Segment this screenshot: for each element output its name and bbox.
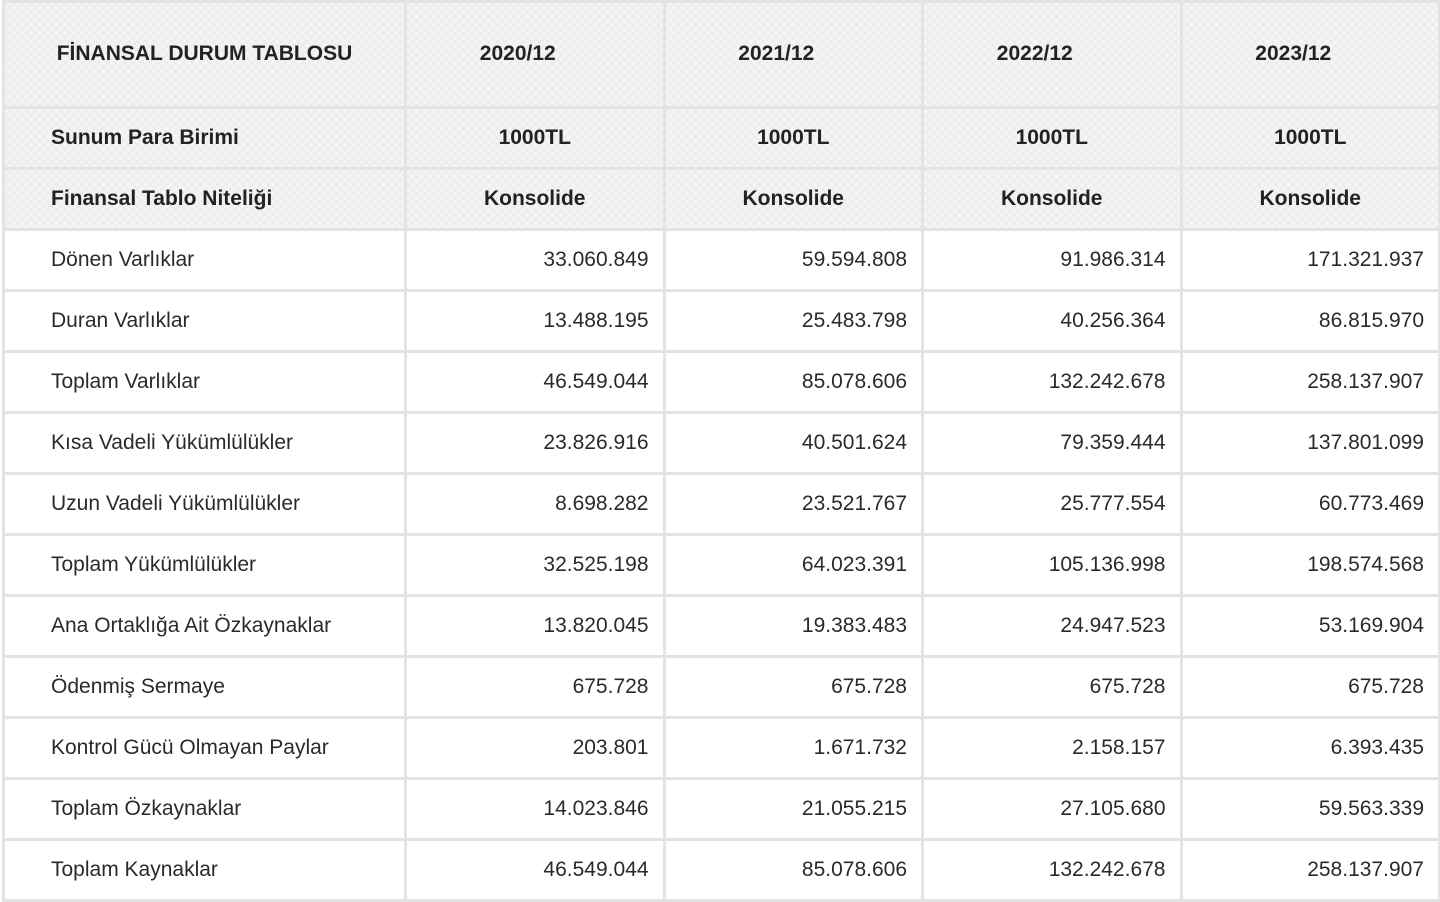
cell-value: 40.501.624 [664, 413, 923, 474]
cell-value: 132.242.678 [923, 840, 1182, 901]
cell-value: 675.728 [406, 657, 665, 718]
cell-value: 60.773.469 [1181, 474, 1440, 535]
cell-value: 24.947.523 [923, 596, 1182, 657]
cell-value: 258.137.907 [1181, 352, 1440, 413]
year-header[interactable]: 2023/12 [1181, 2, 1440, 108]
year-header[interactable]: 2022/12 [923, 2, 1182, 108]
cell-value: 132.242.678 [923, 352, 1182, 413]
table-row [4, 230, 1440, 291]
cell-value: 85.078.606 [664, 352, 923, 413]
cell-value: 27.105.680 [923, 779, 1182, 840]
table-row [4, 535, 1440, 596]
financial-position-table [2, 0, 1440, 902]
meta-row-value: 1000TL [1181, 108, 1440, 169]
cell-value: 675.728 [1181, 657, 1440, 718]
cell-value: 59.594.808 [664, 230, 923, 291]
cell-value: 53.169.904 [1181, 596, 1440, 657]
cell-value: 23.521.767 [664, 474, 923, 535]
cell-value: 137.801.099 [1181, 413, 1440, 474]
meta-row-value: 1000TL [664, 108, 923, 169]
cell-value: 13.488.195 [406, 291, 665, 352]
meta-row-value: Konsolide [923, 169, 1182, 230]
cell-value: 675.728 [923, 657, 1182, 718]
cell-value: 8.698.282 [406, 474, 665, 535]
meta-row-value: Konsolide [664, 169, 923, 230]
cell-value: 21.055.215 [664, 779, 923, 840]
row-label: Dönen Varlıklar [4, 230, 406, 291]
table-title: FİNANSAL DURUM TABLOSU [4, 2, 406, 108]
table-header-row [4, 2, 1440, 108]
cell-value: 1.671.732 [664, 718, 923, 779]
table-row [4, 352, 1440, 413]
cell-value: 23.826.916 [406, 413, 665, 474]
cell-value: 6.393.435 [1181, 718, 1440, 779]
row-label: Toplam Varlıklar [4, 352, 406, 413]
table-row [4, 840, 1440, 901]
row-label: Toplam Yükümlülükler [4, 535, 406, 596]
row-label: Ana Ortaklığa Ait Özkaynaklar [4, 596, 406, 657]
table-row [4, 718, 1440, 779]
cell-value: 13.820.045 [406, 596, 665, 657]
row-label: Duran Varlıklar [4, 291, 406, 352]
cell-value: 64.023.391 [664, 535, 923, 596]
cell-value: 171.321.937 [1181, 230, 1440, 291]
table-row [4, 291, 1440, 352]
meta-row-label: Finansal Tablo Niteliği [4, 169, 406, 230]
cell-value: 105.136.998 [923, 535, 1182, 596]
meta-row-label: Sunum Para Birimi [4, 108, 406, 169]
cell-value: 2.158.157 [923, 718, 1182, 779]
meta-row-value: 1000TL [923, 108, 1182, 169]
year-header[interactable]: 2020/12 [406, 2, 665, 108]
row-label: Ödenmiş Sermaye [4, 657, 406, 718]
cell-value: 675.728 [664, 657, 923, 718]
cell-value: 203.801 [406, 718, 665, 779]
cell-value: 59.563.339 [1181, 779, 1440, 840]
cell-value: 79.359.444 [923, 413, 1182, 474]
row-label: Kontrol Gücü Olmayan Paylar [4, 718, 406, 779]
cell-value: 198.574.568 [1181, 535, 1440, 596]
cell-value: 91.986.314 [923, 230, 1182, 291]
cell-value: 85.078.606 [664, 840, 923, 901]
meta-row-value: Konsolide [406, 169, 665, 230]
cell-value: 46.549.044 [406, 840, 665, 901]
cell-value: 40.256.364 [923, 291, 1182, 352]
meta-row [4, 108, 1440, 169]
cell-value: 258.137.907 [1181, 840, 1440, 901]
table-row [4, 779, 1440, 840]
cell-value: 25.777.554 [923, 474, 1182, 535]
meta-row-value: Konsolide [1181, 169, 1440, 230]
cell-value: 25.483.798 [664, 291, 923, 352]
row-label: Toplam Özkaynaklar [4, 779, 406, 840]
year-header[interactable]: 2021/12 [664, 2, 923, 108]
table-row [4, 413, 1440, 474]
table-row [4, 596, 1440, 657]
cell-value: 46.549.044 [406, 352, 665, 413]
cell-value: 33.060.849 [406, 230, 665, 291]
row-label: Uzun Vadeli Yükümlülükler [4, 474, 406, 535]
cell-value: 19.383.483 [664, 596, 923, 657]
cell-value: 14.023.846 [406, 779, 665, 840]
row-label: Toplam Kaynaklar [4, 840, 406, 901]
meta-row [4, 169, 1440, 230]
cell-value: 32.525.198 [406, 535, 665, 596]
meta-row-value: 1000TL [406, 108, 665, 169]
row-label: Kısa Vadeli Yükümlülükler [4, 413, 406, 474]
table-row [4, 657, 1440, 718]
cell-value: 86.815.970 [1181, 291, 1440, 352]
table-row [4, 474, 1440, 535]
